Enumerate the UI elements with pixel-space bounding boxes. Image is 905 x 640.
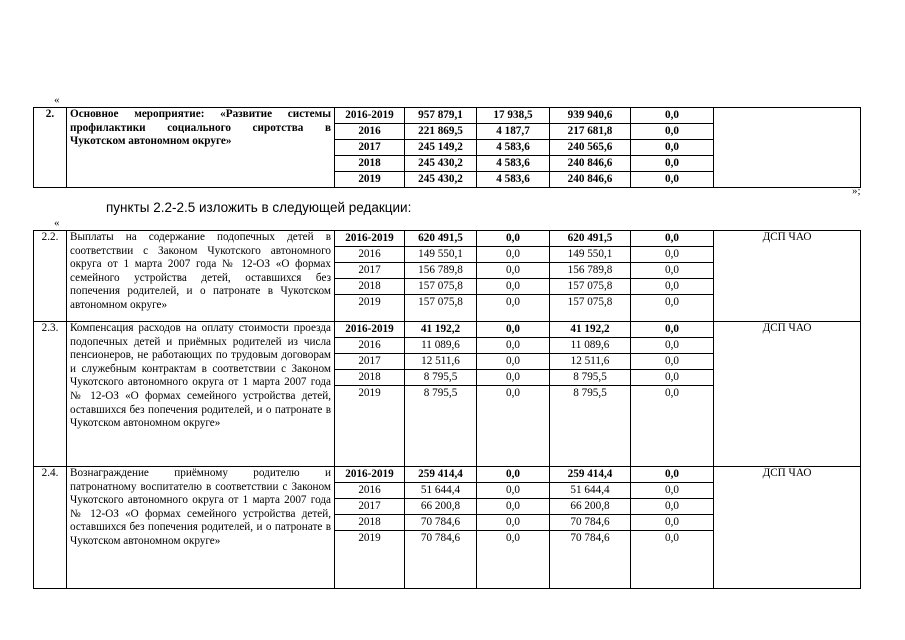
fed-value: 4 583,6: [477, 156, 549, 172]
fed-value: 4 583,6: [496, 173, 530, 185]
years-value: 2018: [335, 156, 404, 172]
fed-value: 0,0: [477, 515, 549, 531]
fed-value: 0,0: [506, 532, 520, 544]
fed-value: 0,0: [477, 499, 549, 515]
cell-reg: [550, 467, 631, 589]
cell-reg: [550, 108, 631, 188]
cell-other: [631, 231, 714, 322]
reg-value: 620 491,5: [550, 231, 630, 247]
table-row: [34, 322, 861, 467]
opening-quote-1: «: [54, 94, 60, 106]
total-value: 157 075,8: [418, 296, 463, 308]
reg-value: 149 550,1: [550, 247, 630, 263]
reg-value: 240 846,6: [567, 173, 613, 185]
fed-value: 4 187,7: [477, 124, 549, 140]
other-value: 0,0: [665, 296, 679, 308]
cell-years: [335, 322, 405, 467]
table-row: [34, 467, 861, 589]
fed-value: 4 583,6: [477, 140, 549, 156]
other-value: 0,0: [631, 467, 713, 483]
years-value: 2016: [335, 247, 404, 263]
reg-value: 8 795,5: [550, 370, 630, 386]
other-value: 0,0: [631, 156, 713, 172]
cell-fed: [477, 322, 550, 467]
reg-value: 217 681,8: [550, 124, 630, 140]
total-value: 70 784,6: [405, 515, 476, 531]
reg-value: 51 644,4: [550, 483, 630, 499]
cell-total: [405, 322, 477, 467]
cell-years: [335, 467, 405, 589]
opening-quote-2: «: [54, 217, 60, 229]
row-number: 2.: [34, 108, 67, 188]
fed-value: 0,0: [477, 263, 549, 279]
reg-value: 11 089,6: [550, 338, 630, 354]
cell-total: [405, 108, 477, 188]
row-number: 2.3.: [34, 322, 67, 467]
years-value: 2016-2019: [335, 467, 404, 483]
total-value: 259 414,4: [405, 467, 476, 483]
reg-value: 157 075,8: [550, 279, 630, 295]
fed-value: 0,0: [477, 247, 549, 263]
cell-years: [335, 108, 405, 188]
years-value: 2019: [358, 173, 381, 185]
other-value: 0,0: [631, 231, 713, 247]
cell-years: [335, 231, 405, 322]
total-value: 245 430,2: [405, 156, 476, 172]
reg-value: 157 075,8: [567, 296, 613, 308]
years-value: 2017: [335, 140, 404, 156]
total-value: 620 491,5: [405, 231, 476, 247]
other-value: 0,0: [631, 263, 713, 279]
years-value: 2019: [358, 387, 381, 399]
reg-value: 156 789,8: [550, 263, 630, 279]
row-description: Выплаты на содержание подопечных детей в соответствии с Законом Чукотского автономного округа от 1 марта 2007 года № 12-ОЗ «О формах семейного устройства детей, оставшихся без попечения родителей, и о патронате в Чукотском автономном округе»: [67, 231, 335, 322]
total-value: 11 089,6: [405, 338, 476, 354]
cell-other: [631, 467, 714, 589]
years-value: 2017: [335, 499, 404, 515]
total-value: 245 149,2: [405, 140, 476, 156]
fed-value: 0,0: [477, 231, 549, 247]
table-row: [34, 108, 861, 188]
cell-fed: [477, 108, 550, 188]
table-row: [34, 231, 861, 322]
cell-fed: [477, 231, 550, 322]
reg-value: 240 565,6: [550, 140, 630, 156]
reg-value: 12 511,6: [550, 354, 630, 370]
other-value: 0,0: [631, 370, 713, 386]
total-value: 41 192,2: [405, 322, 476, 338]
total-value: 51 644,4: [405, 483, 476, 499]
total-value: 149 550,1: [405, 247, 476, 263]
program-table-items: [33, 230, 861, 589]
cell-reg: [550, 322, 631, 467]
row-description: Основное мероприятие: «Развитие системы профилактики социального сиротства в Чукотском автономном округе»: [67, 108, 335, 188]
row-number: 2.4.: [34, 467, 67, 589]
other-value: 0,0: [631, 338, 713, 354]
other-value: 0,0: [631, 499, 713, 515]
other-value: 0,0: [631, 483, 713, 499]
reg-value: 41 192,2: [550, 322, 630, 338]
years-value: 2019: [358, 296, 381, 308]
other-value: 0,0: [631, 322, 713, 338]
fed-value: 0,0: [477, 279, 549, 295]
total-value: 245 430,2: [418, 173, 463, 185]
years-value: 2017: [335, 263, 404, 279]
other-value: 0,0: [665, 387, 679, 399]
years-value: 2016-2019: [335, 322, 404, 338]
intro-text: пункты 2.2-2.5 изложить в следующей редакции:: [106, 200, 412, 215]
years-value: 2019: [358, 532, 381, 544]
reg-value: 70 784,6: [570, 532, 610, 544]
total-value: 66 200,8: [405, 499, 476, 515]
years-value: 2018: [335, 515, 404, 531]
program-table-main: [33, 107, 861, 188]
years-value: 2016: [335, 338, 404, 354]
other-value: 0,0: [665, 173, 679, 185]
row-description: Вознаграждение приёмному родителю и патронатному воспитателю в соответствии с Законом Чукотского автономного округа от 1 марта 2007 года № 12-ОЗ «О формах семейного устройства детей, оставшихся без попечения родителей, и о патронате в Чукотском автономном округе»: [67, 467, 335, 589]
total-value: 8 795,5: [423, 387, 458, 399]
years-value: 2018: [335, 279, 404, 295]
fed-value: 0,0: [477, 467, 549, 483]
cell-other: [631, 322, 714, 467]
reg-value: 8 795,5: [573, 387, 607, 399]
years-value: 2016-2019: [335, 108, 404, 124]
years-value: 2017: [335, 354, 404, 370]
reg-value: 66 200,8: [550, 499, 630, 515]
total-value: 70 784,6: [420, 532, 461, 544]
fed-value: 17 938,5: [477, 108, 549, 124]
other-value: 0,0: [631, 515, 713, 531]
fed-value: 0,0: [506, 387, 520, 399]
cell-reg: [550, 231, 631, 322]
responsible-executor: ДСП ЧАО: [714, 322, 861, 467]
reg-value: 259 414,4: [550, 467, 630, 483]
total-value: 157 075,8: [405, 279, 476, 295]
fed-value: 0,0: [477, 322, 549, 338]
other-value: 0,0: [631, 124, 713, 140]
fed-value: 0,0: [477, 370, 549, 386]
other-value: 0,0: [631, 108, 713, 124]
row-number: 2.2.: [34, 231, 67, 322]
cell-total: [405, 231, 477, 322]
responsible-executor: ДСП ЧАО: [714, 231, 861, 322]
fed-value: 0,0: [506, 296, 520, 308]
reg-value: 240 846,6: [550, 156, 630, 172]
total-value: 8 795,5: [405, 370, 476, 386]
fed-value: 0,0: [477, 338, 549, 354]
responsible-executor: ДСП ЧАО: [714, 467, 861, 589]
total-value: 957 879,1: [405, 108, 476, 124]
total-value: 221 869,5: [405, 124, 476, 140]
reg-value: 70 784,6: [550, 515, 630, 531]
other-value: 0,0: [631, 354, 713, 370]
closing-quote: »;: [852, 185, 861, 197]
other-value: 0,0: [631, 279, 713, 295]
other-value: 0,0: [631, 140, 713, 156]
total-value: 156 789,8: [405, 263, 476, 279]
fed-value: 0,0: [477, 354, 549, 370]
row-description: Компенсация расходов на оплату стоимости проезда подопечных детей и приёмных родителей из числа пенсионеров, не работающих по трудовым договорам и служебным контрактам в соответствии с Законом Чукотского автономного округа от 1 марта 2007 года № 12-ОЗ «О формах семейного устройства детей, оставшихся без попечения родителей, и о патронате в Чукотском автономном округе»: [67, 322, 335, 467]
other-value: 0,0: [665, 532, 679, 544]
years-value: 2018: [335, 370, 404, 386]
years-value: 2016: [335, 483, 404, 499]
fed-value: 0,0: [477, 483, 549, 499]
years-value: 2016-2019: [335, 231, 404, 247]
cell-total: [405, 467, 477, 589]
responsible-executor: [714, 108, 861, 188]
cell-other: [631, 108, 714, 188]
reg-value: 939 940,6: [550, 108, 630, 124]
cell-fed: [477, 467, 550, 589]
years-value: 2016: [335, 124, 404, 140]
other-value: 0,0: [631, 247, 713, 263]
total-value: 12 511,6: [405, 354, 476, 370]
